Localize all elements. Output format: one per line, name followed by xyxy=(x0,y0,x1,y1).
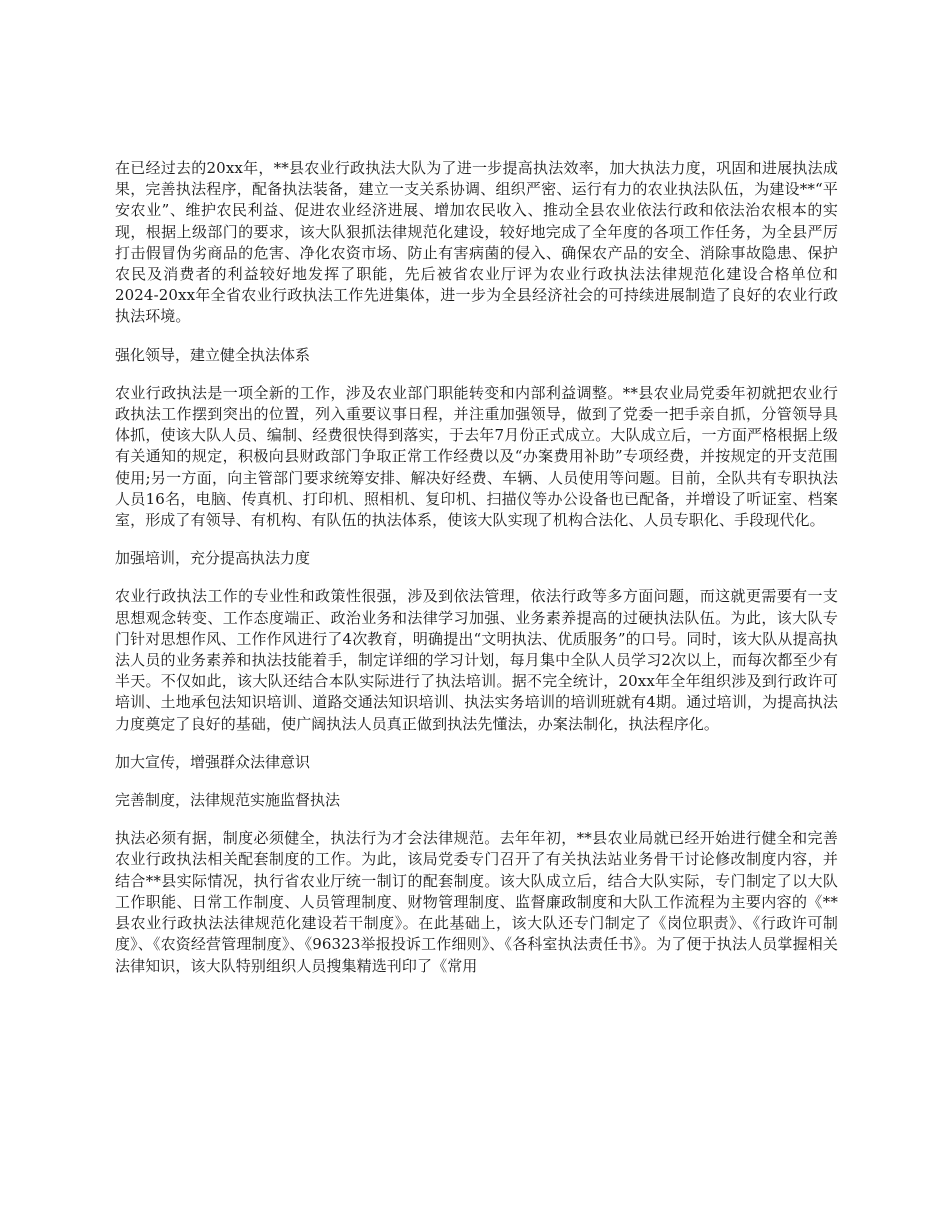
spacer xyxy=(115,328,838,345)
spacer xyxy=(115,366,838,383)
spacer xyxy=(115,773,838,790)
spacer xyxy=(115,735,838,752)
intro-paragraph: 在已经过去的20xx年，**县农业行政执法大队为了进一步提高执法效率，加大执法力度，巩固和进展执法成果，完善执法程序，配备执法装备，建立一支关系协调、组织严密、运行有力的农业执法队伍，为建设**“平安农业”、维护农民利益、促进农业经济进展、增加农民收入、推动全县农业依法行政和依法治农根本的实现，根据上级部门的要求，该大队狠抓法律规范化建设，较好地完成了全年度的各项工作任务，为全县严厉打击假冒伪劣商品的危害、净化农资市场、防止有害病菌的侵入、确保农产品的安全、消除事故隐患、保护农民及消费者的利益较好地发挥了职能，先后被省农业厅评为农业行政执法法律规范化建设合格单位和2024-20xx年全省农业行政执法工作先进集体，进一步为全县经济社会的可持续进展制造了良好的农业行政执法环境。 xyxy=(115,159,838,326)
training-paragraph: 农业行政执法工作的专业性和政策性很强，涉及到依法管理，依法行政等多方面问题，而这就更需要有一支思想观念转变、工作态度端正、政治业务和法律学习加强、业务素养提高的过硬执法队伍。为此，该大队专门针对思想作风、工作作风进行了4次教育，明确提出“文明执法、优质服务”的口号。同时，该大队从提高执法人员的业务素养和执法技能着手，制定详细的学习计划，每月集中全队人员学习2次以上，而每次都至少有半天。不仅如此，该大队还结合本队实际进行了执法培训。据不完全统计，20xx年全年组织涉及到行政许可培训、土地承包法知识培训、道路交通法知识培训、执法实务培训的培训班就有4期。通过培训，为提高执法力度奠定了良好的基础，使广阔执法人员真正做到执法先懂法，办案法制化，执法程序化。 xyxy=(115,587,838,733)
leadership-paragraph: 农业行政执法是一项全新的工作，涉及农业部门职能转变和内部利益调整。**县农业局党委年初就把农业行政执法工作摆到突出的位置，列入重要议事日程，并注重加强领导，做到了党委一把手亲自抓，分管领导具体抓，使该大队人员、编制、经费很快得到落实，于去年7月份正式成立。大队成立后，一方面严格根据上级有关通知的规定，积极向县财政部门争取正常工作经费以及“办案费用补助”专项经费，并按规定的开支范围使用;另一方面，向主管部门要求统筹安排、解决好经费、车辆、人员使用等问题。目前，全队共有专职执法人员16名，电脑、传真机、打印机、照相机、复印机、扫描仪等办公设备也已配备，并增设了听证室、档案室，形成了有领导、有机构、有队伍的执法体系，使该大队实现了机构合法化、人员专职化、手段现代化。 xyxy=(115,383,838,530)
regulations-paragraph: 执法必须有据，制度必须健全，执法行为才会法律规范。去年年初，**县农业局就已经开始进行健全和完善农业行政执法相关配套制度的工作。为此，该局党委专门召开了有关执法站业务骨干讨论修改制度内容，并结合**县实际情况，执行省农业厅统一制订的配套制度。该大队成立后，结合大队实际，专门制定了以大队工作职能、日常工作制度、人员管理制度、财物管理制度、监督廉政制度和大队工作流程为主要内容的《**县农业行政执法法律规范化建设若干制度》。在此基础上，该大队还专门制定了《岗位职责》、《行政许可制度》、《农资经营管理制度》、《96323举报投诉工作细则》、《各科室执法责任书》。为了便于执法人员掌握相关法律知识，该大队特别组织人员搜集精选刊印了《常用 xyxy=(115,829,838,975)
section-heading-leadership: 强化领导，建立健全执法体系 xyxy=(115,345,311,364)
document-page xyxy=(115,158,838,977)
section-heading-publicity: 加大宣传，增强群众法律意识 xyxy=(115,752,311,771)
section-heading-training: 加强培训，充分提高执法力度 xyxy=(115,549,311,568)
spacer xyxy=(115,569,838,586)
spacer xyxy=(115,811,838,828)
spacer xyxy=(115,531,838,548)
section-heading-regulations: 完善制度，法律规范实施监督执法 xyxy=(115,791,341,810)
